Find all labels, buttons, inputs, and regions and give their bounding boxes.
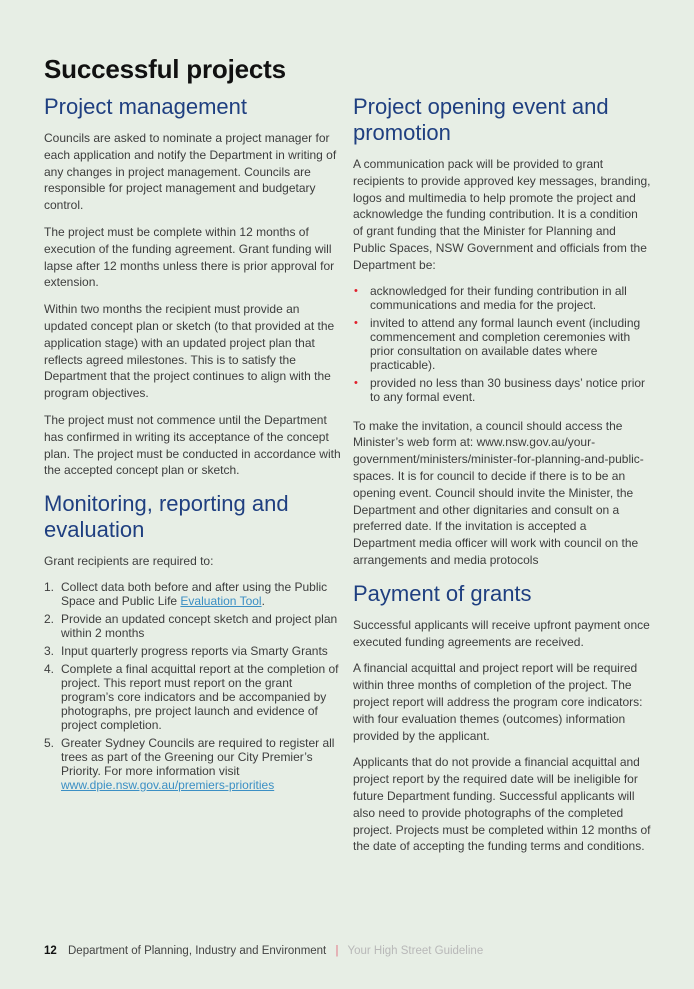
paragraph: Applicants that do not provide a financial acquittal and project report by the required date will be ineligible for future Department funding. Successful applicants will also need to provide photographs of the completed project. Projects must be completed within 12 months of the date of accepting the funding terms and conditions.: [353, 755, 651, 854]
paragraph: The project must not commence until the Department has confirmed in writing its acceptance of the concept plan. The project must be conducted in accordance with the accepted concept plan or sketch.: [44, 412, 341, 478]
page-number: 12: [44, 945, 57, 957]
requirements-list: [44, 580, 342, 792]
list-item: 1. Collect data both before and after using the Public Space and Public Life Evaluation Tool.: [44, 579, 328, 608]
premiers-priorities-link[interactable]: www.dpie.nsw.gov.au/premiers-priorities: [61, 777, 275, 792]
section-heading: Payment of grants: [353, 580, 532, 606]
list-item: • provided no less than 30 business days’ notice prior to any formal event.: [354, 375, 646, 404]
department-name: Department of Planning, Industry and Environment: [68, 945, 327, 957]
paragraph: A financial acquittal and project report will be required within three months of completion of the project. The project report will address the program core indicators: with four evaluation themes (outcomes) information provided by the applicant.: [353, 661, 643, 743]
paragraph: Within two months the recipient must provide an updated concept plan or sketch (to that provided at the application stage) with an updated project plan that reflects agreed milestones. This is to satisfy the Department that the project continues to align with the program objectives.: [44, 302, 335, 401]
bullet-icon: •: [354, 316, 358, 329]
payment-section: [353, 581, 651, 855]
list-item: • invited to attend any formal launch event (including commencement and completion ceremonies with prior consultation on available dates where practicable).: [354, 315, 641, 372]
bullet-icon: •: [354, 376, 358, 389]
left-column: [44, 94, 342, 802]
section-heading: Monitoring, reporting and evaluation: [44, 491, 289, 543]
conditions-list: [353, 284, 651, 404]
list-item: • acknowledged for their funding contribution in all communications and media for the project.: [354, 283, 627, 312]
evaluation-tool-link[interactable]: Evaluation Tool: [180, 593, 262, 608]
project-management-section: [44, 94, 342, 479]
footer-separator: |: [335, 945, 339, 957]
section-heading: Project opening event and promotion: [353, 94, 609, 145]
list-item: 4. Complete a final acquittal report at the completion of project. This report must report on the grant program’s core indicators and be accompanied by photographs, pre project launch and evidence of project completion.: [44, 661, 339, 732]
right-column: [353, 94, 651, 865]
paragraph: Successful applicants will receive upfront payment once executed funding agreements are received.: [353, 617, 650, 649]
list-item: 3. Input quarterly progress reports via Smarty Grants: [44, 643, 328, 658]
monitoring-section: [44, 491, 342, 792]
guideline-name: Your High Street Guideline: [347, 945, 484, 957]
bullet-icon: •: [354, 284, 358, 297]
list-item: 2. Provide an updated concept sketch and project plan within 2 months: [44, 611, 338, 640]
intro-text: A communication pack will be provided to grant recipients to provide approved key messages, branding, logos and multimedia to help promote the project and acknowledge the funding contribution. It is a condition of grant funding that the Minister for Planning and Public Spaces, NSW Government and officials from the Department be:: [353, 157, 651, 272]
paragraph: Councils are asked to nominate a project manager for each application and notify the Department in writing of any changes in project management. Councils are responsible for project management and budgetary control.: [44, 131, 337, 213]
section-heading: Project management: [44, 94, 247, 119]
page-footer: [44, 945, 483, 957]
intro-text: Grant recipients are required to:: [44, 554, 214, 569]
paragraph: The project must be complete within 12 months of execution of the funding agreement. Grant funding will lapse after 12 months unless there is prior approval for extension.: [44, 224, 335, 290]
page-title: Successful projects: [44, 54, 286, 84]
invitation-text: To make the invitation, a council should access the Minister’s web form at: www.nsw.gov.au/your-government/ministers/minister-for-planning-and-public-spaces. It is for council to decide if there is to be an opening event. Council should invite the Minister, the Department and other dignitaries and consult on a preferred date. If the invitation is accepted a Department media officer will work with council on the arrangements and media protocols: [353, 418, 644, 567]
list-item: 5. Greater Sydney Councils are required to register all trees as part of the Greening our City Premier’s Priority. For more information visit www.dpie.nsw.gov.au/premiers-priorities: [44, 735, 335, 792]
opening-event-section: [353, 94, 651, 569]
